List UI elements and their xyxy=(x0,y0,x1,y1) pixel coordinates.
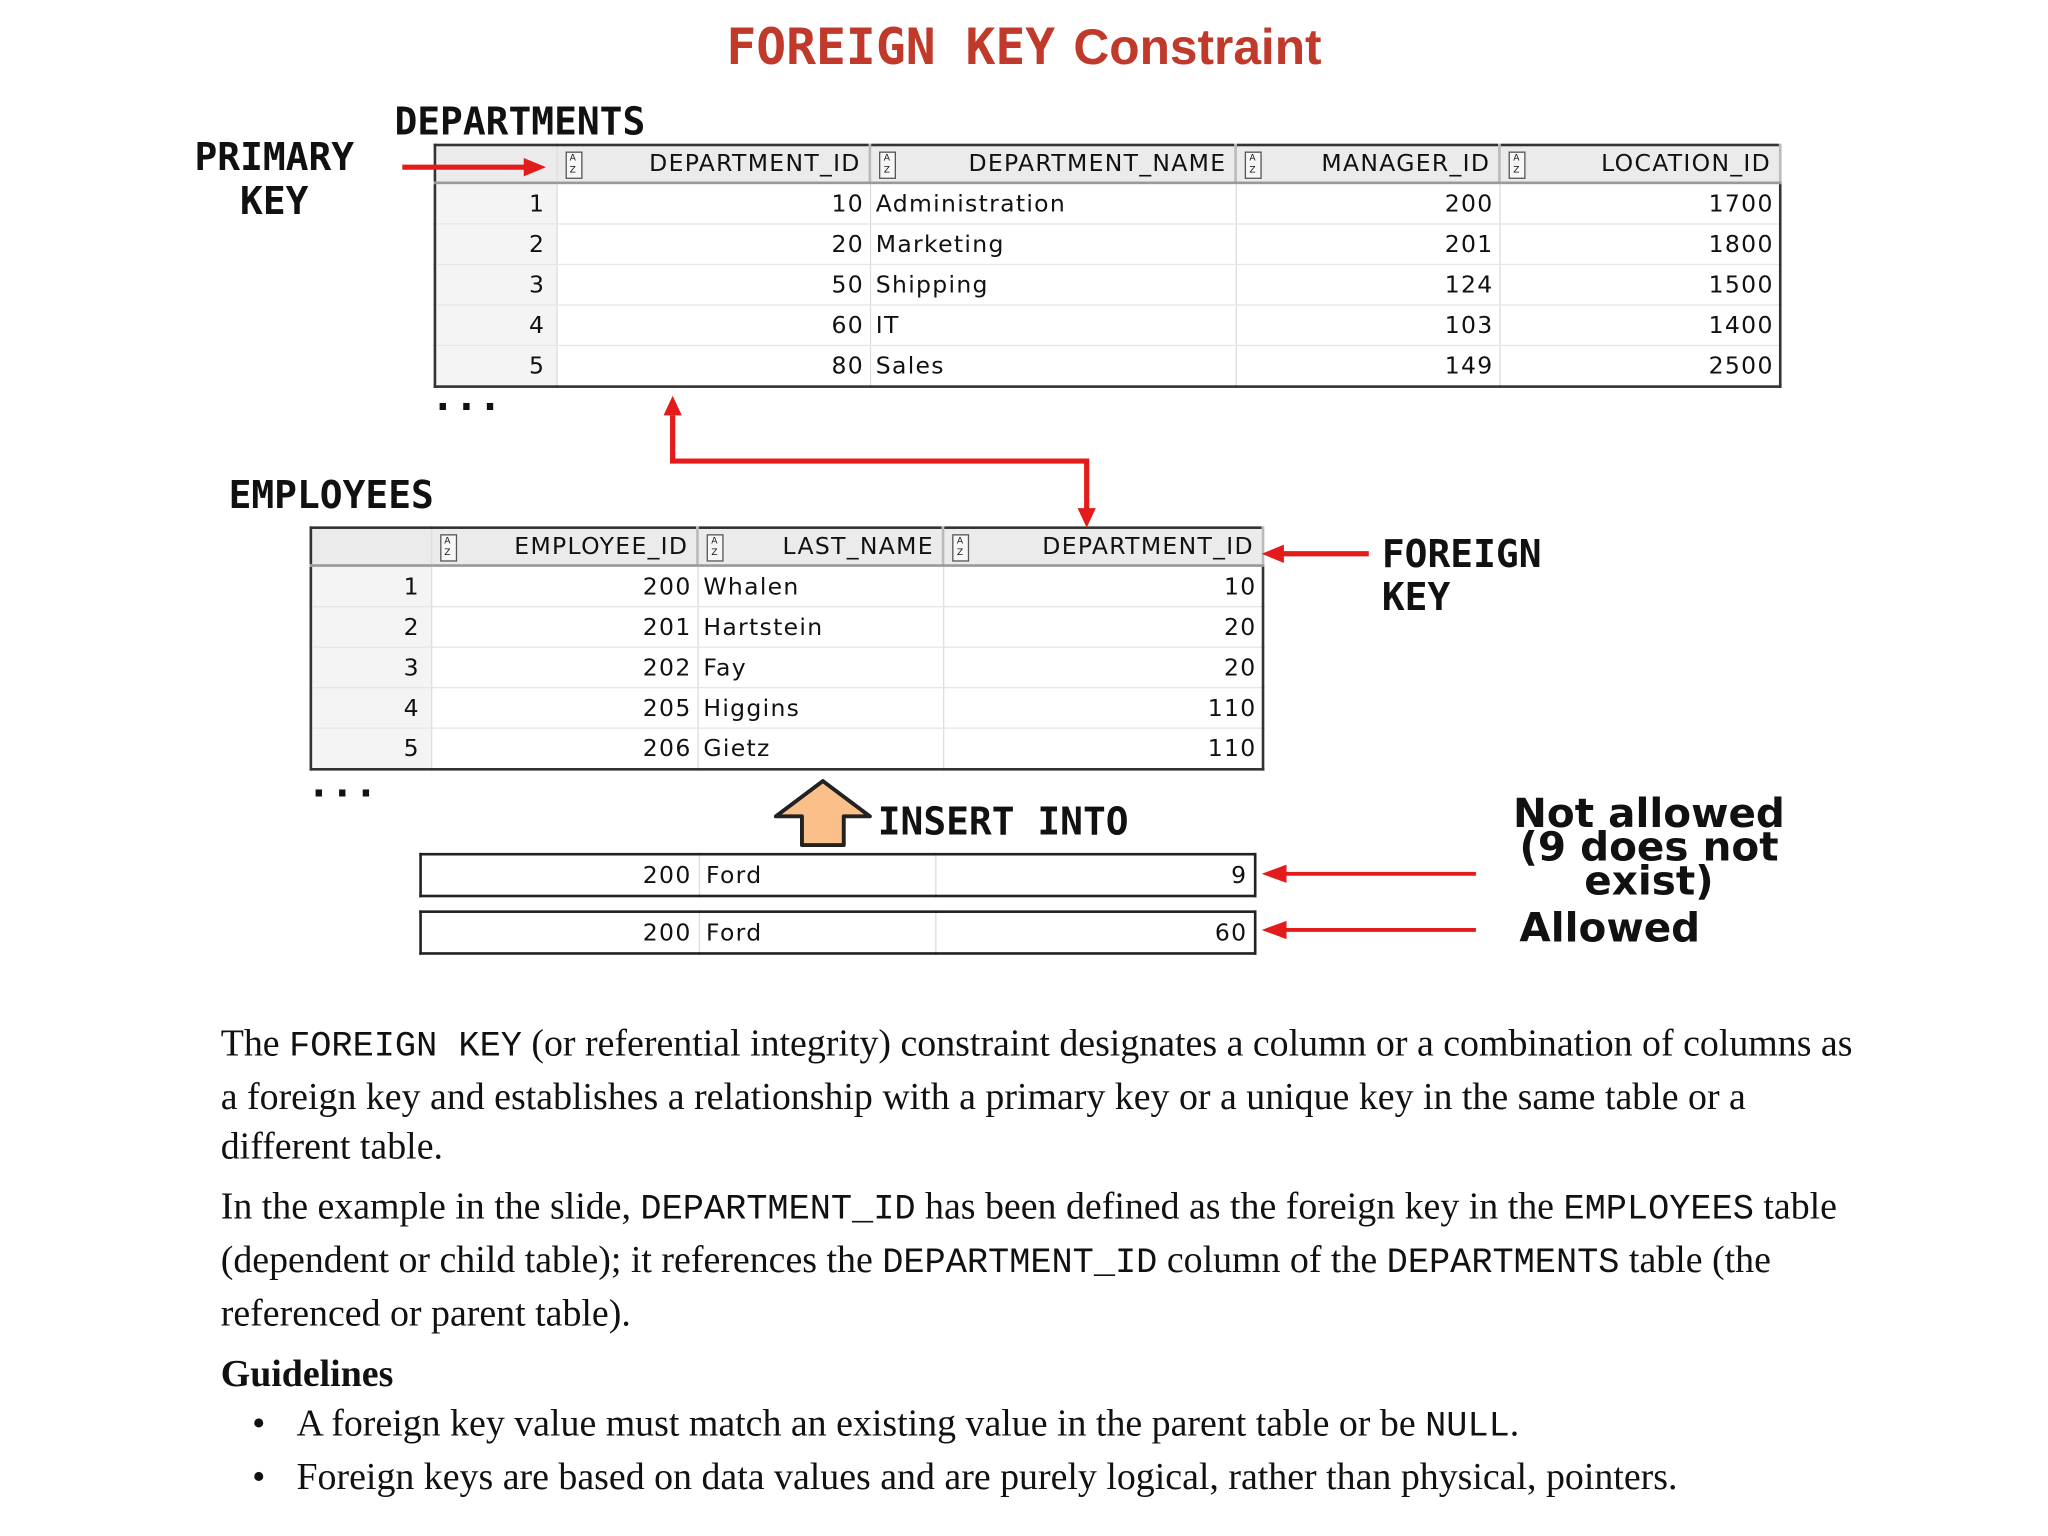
title-word: Constraint xyxy=(1073,20,1322,76)
last-name-cell: Gietz xyxy=(697,728,943,769)
last-name-cell: Higgins xyxy=(697,688,943,728)
explanation-text xyxy=(221,1019,1867,1502)
department-id-cell: 20 xyxy=(943,607,1263,647)
column-header-employee-id[interactable]: A Z EMPLOYEE_ID xyxy=(431,528,697,566)
employees-label: EMPLOYEES xyxy=(228,472,434,518)
department-name-cell: Marketing xyxy=(870,224,1236,264)
department-id-cell: 10 xyxy=(556,183,869,224)
column-header-last-name[interactable]: A Z LAST_NAME xyxy=(697,528,943,566)
last-name-cell: Hartstein xyxy=(697,607,943,647)
employee-id-cell: 205 xyxy=(431,688,697,728)
red-arrow-icon xyxy=(1262,865,1287,883)
guidelines-heading: Guidelines xyxy=(220,1353,394,1395)
departments-ellipsis: ... xyxy=(431,374,502,421)
manager-id-cell: 200 xyxy=(1236,183,1500,224)
location-id-cell: 1700 xyxy=(1499,183,1780,224)
column-header-location-id[interactable]: A Z LOCATION_ID xyxy=(1499,145,1780,183)
row-number: 4 xyxy=(311,688,431,728)
not-allowed-line2: (9 does not xyxy=(1519,824,1779,872)
not-allowed-line3: exist) xyxy=(1584,858,1714,906)
employees-ellipsis: ... xyxy=(306,761,378,808)
manager-id-cell: 201 xyxy=(1236,224,1500,264)
column-header-department-id[interactable]: A Z DEPARTMENT_ID xyxy=(943,528,1263,566)
location-id-cell: 1400 xyxy=(1499,305,1780,345)
location-id-cell: 2500 xyxy=(1499,345,1780,386)
last-name-cell: Fay xyxy=(697,647,943,687)
list-item: • A foreign key value must match an existing value in the parent table or be NULL. xyxy=(221,1399,1867,1453)
row-number: 3 xyxy=(435,264,556,304)
last-name-cell: Whalen xyxy=(697,566,943,607)
up-arrow-icon xyxy=(776,781,870,845)
relationship-connector xyxy=(673,415,1087,509)
department-name-cell: Shipping xyxy=(870,264,1236,304)
column-type-icon: A Z xyxy=(1509,151,1526,178)
row-number: 4 xyxy=(435,305,556,345)
red-arrow-icon xyxy=(524,158,546,176)
red-arrow-icon xyxy=(1262,545,1284,563)
paragraph-2: In the example in the slide, DEPARTMENT_ID has been defined as the foreign key in the EMPLOYEES table (dependent or child table); it references the DEPARTMENT_ID column of the DEPARTMENTS table (the referenced or parent table). xyxy=(220,1185,1837,1335)
list-item: • Foreign keys are based on data values and are purely logical, rather than physical, pointers. xyxy=(221,1452,1867,1502)
manager-id-cell: 149 xyxy=(1236,345,1500,386)
manager-id-cell: 124 xyxy=(1236,264,1500,304)
department-id-cell: 10 xyxy=(943,566,1263,607)
column-type-icon: A Z xyxy=(879,151,896,178)
department-name-cell: Sales xyxy=(870,345,1236,386)
department-id-cell: 9 xyxy=(935,854,1255,896)
employee-id-cell: 201 xyxy=(431,607,697,647)
column-type-icon: A Z xyxy=(1245,151,1262,178)
employee-id-cell: 200 xyxy=(421,854,699,896)
row-number: 2 xyxy=(435,224,556,264)
foreign-key-label-line2: KEY xyxy=(1381,574,1451,620)
department-id-cell: 110 xyxy=(943,688,1263,728)
department-id-cell: 50 xyxy=(556,264,869,304)
column-type-icon: A Z xyxy=(952,534,969,561)
department-id-cell: 60 xyxy=(935,912,1255,954)
employee-id-cell: 200 xyxy=(421,912,699,954)
column-header-department-id[interactable]: A Z DEPARTMENT_ID xyxy=(556,145,869,183)
guidelines-list xyxy=(221,1399,1867,1502)
primary-key-label-line2: KEY xyxy=(240,178,309,224)
column-header-manager-id[interactable]: A Z MANAGER_ID xyxy=(1236,145,1500,183)
employee-id-cell: 206 xyxy=(431,728,697,769)
department-id-cell: 80 xyxy=(556,345,869,386)
insert-into-label: INSERT INTO xyxy=(877,799,1129,844)
red-arrow-icon xyxy=(664,396,682,416)
last-name-cell: Ford xyxy=(699,854,935,896)
department-id-cell: 110 xyxy=(943,728,1263,769)
row-number: 1 xyxy=(311,566,431,607)
column-type-icon: A Z xyxy=(565,151,582,178)
row-number: 1 xyxy=(435,183,556,224)
foreign-key-label-line1: FOREIGN xyxy=(1381,531,1542,576)
department-name-cell: Administration xyxy=(870,183,1236,224)
not-allowed-line1: Not allowed xyxy=(1513,790,1785,838)
departments-label: DEPARTMENTS xyxy=(394,99,646,144)
department-id-cell: 60 xyxy=(556,305,869,345)
column-type-icon: A Z xyxy=(440,534,457,561)
location-id-cell: 1500 xyxy=(1499,264,1780,304)
column-type-icon: A Z xyxy=(707,534,724,561)
last-name-cell: Ford xyxy=(699,912,935,954)
row-number: 5 xyxy=(311,728,431,769)
red-arrow-icon xyxy=(1262,921,1287,939)
manager-id-cell: 103 xyxy=(1236,305,1500,345)
row-number: 5 xyxy=(435,345,556,386)
primary-key-label-line1: PRIMARY xyxy=(194,134,355,179)
red-arrow-icon xyxy=(1078,508,1096,528)
title-keyword: FOREIGN KEY xyxy=(726,18,1056,76)
column-header-department-name[interactable]: A Z DEPARTMENT_NAME xyxy=(870,145,1236,183)
location-id-cell: 1800 xyxy=(1499,224,1780,264)
paragraph-1: The FOREIGN KEY (or referential integrity) constraint designates a column or a combination of columns as a foreign key and establishes a relationship with a primary key or a unique key in the same table or a different table. xyxy=(220,1022,1853,1168)
department-id-cell: 20 xyxy=(943,647,1263,687)
allowed-note: Allowed xyxy=(1519,905,1701,953)
department-id-cell: 20 xyxy=(556,224,869,264)
employee-id-cell: 202 xyxy=(431,647,697,687)
employee-id-cell: 200 xyxy=(431,566,697,607)
row-number: 3 xyxy=(311,647,431,687)
row-number: 2 xyxy=(311,607,431,647)
department-name-cell: IT xyxy=(870,305,1236,345)
